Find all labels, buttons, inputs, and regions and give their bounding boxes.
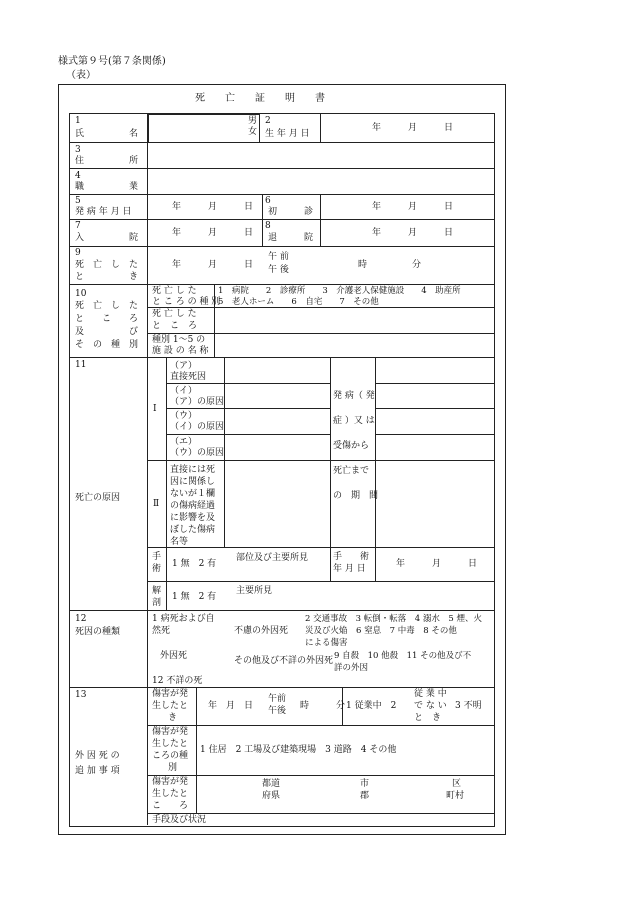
- death-place-label-2: と こ ろ: [75, 314, 139, 324]
- admission-label: 入 院: [75, 233, 139, 243]
- prefecture-label-2: 府県: [262, 791, 281, 801]
- work-status-option-2b[interactable]: で な い: [414, 701, 447, 711]
- admission-field[interactable]: 年 月 日: [172, 228, 254, 238]
- onset-date-field[interactable]: 年 月 日: [172, 202, 254, 212]
- place-label-1: 死 亡 し た: [152, 309, 197, 319]
- other-options-2: 詳の外因: [334, 663, 369, 673]
- cause-e-label: （ウ）の原因: [170, 448, 225, 458]
- accident-options-3: による傷害: [305, 638, 348, 648]
- injury-time-label-3: き: [168, 713, 178, 723]
- injury-am-option[interactable]: 午前: [268, 694, 287, 704]
- accident-options-2[interactable]: 災及び火焔 6 窒息 7 中毒 8 その他: [305, 626, 457, 636]
- onset-period-label-2: 症 ）又 は: [333, 416, 375, 426]
- natural-death-option-1[interactable]: 1 病死および自: [152, 614, 215, 624]
- injury-place-type-options[interactable]: 1 住居 2 工場及び建築現場 3 道路 4 その他: [200, 745, 397, 755]
- onset-period-label-1: 発 病（ 発: [333, 391, 375, 401]
- town-label-1: 区: [452, 779, 462, 789]
- injury-place-type-label-3: ころの種: [152, 751, 189, 761]
- discharge-label: 退 院: [268, 233, 314, 243]
- external-extra-label-1: 外 因 死 の: [75, 751, 120, 761]
- onset-date-label: 発 病 年 月 日: [75, 207, 132, 217]
- death-place-label-1: 死 亡 し た: [75, 301, 139, 311]
- facility-name-label-2: 施 設 の 名 称: [152, 346, 209, 356]
- injury-pm-option[interactable]: 午後: [268, 706, 287, 716]
- death-date-field[interactable]: 年 月 日: [172, 260, 254, 270]
- death-am-option[interactable]: 午 前: [268, 252, 289, 262]
- surgery-label-1: 手: [152, 552, 162, 562]
- onset-period-label-5: の 期 間: [333, 491, 379, 501]
- row7-number: 7: [75, 221, 81, 231]
- row10-number: 10: [75, 289, 87, 299]
- cause-a-label: 直接死因: [170, 372, 207, 382]
- injury-place-label-3: こ ろ: [152, 801, 189, 811]
- surgery-options[interactable]: 1 無 2 有: [172, 559, 217, 569]
- form-side-label: （表）: [66, 70, 96, 81]
- onset-period-label-3: 受傷から: [333, 441, 370, 451]
- surgery-findings-label: 部位及び主要所見: [236, 553, 309, 563]
- death-type-label: 死因の種類: [75, 627, 121, 637]
- work-status-option-2c[interactable]: と き: [414, 713, 442, 723]
- city-label-2: 郡: [360, 791, 370, 801]
- gender-female[interactable]: 女: [248, 127, 258, 137]
- injury-time-label-1: 傷害が発: [152, 689, 189, 699]
- surgery-date-label-2: 年 月 日: [333, 564, 366, 574]
- town-label-2: 町村: [446, 791, 465, 801]
- cause-u-label: （イ）の原因: [170, 422, 225, 432]
- cause-u-mark: （ウ）: [170, 411, 198, 421]
- natural-death-option-2[interactable]: 然死: [152, 626, 171, 636]
- place-type-label-1: 死 亡 し た: [152, 286, 197, 296]
- cause-i-mark: （イ）: [170, 386, 198, 396]
- autopsy-findings-label: 主要所見: [236, 586, 273, 596]
- row8-number: 8: [265, 221, 271, 231]
- row4-number: 4: [75, 171, 81, 181]
- death-time-field[interactable]: 時 分: [358, 260, 422, 270]
- city-label-1: 市: [360, 779, 370, 789]
- birthdate-label: 生 年 月 日: [265, 129, 310, 139]
- surgery-date-label-1: 手 術: [333, 552, 370, 562]
- row9-number: 9: [75, 248, 81, 258]
- death-pm-option[interactable]: 午 後: [268, 265, 289, 275]
- cause-e-mark: （エ）: [170, 437, 198, 447]
- form-number: 様式第９号(第７条関係): [58, 56, 166, 67]
- facility-name-label-1: 種別 1～5 の: [152, 335, 206, 345]
- injury-time-field[interactable]: 時 分: [300, 701, 346, 711]
- death-place-label-3: 及 び: [75, 327, 139, 337]
- accidental-death-label: 不慮の外因死: [234, 626, 289, 636]
- row6-number: 6: [265, 196, 271, 206]
- external-extra-label-2: 追 加 事 項: [75, 766, 120, 776]
- injury-place-type-label-1: 傷害が発: [152, 727, 189, 737]
- first-visit-label: 初 診: [268, 207, 314, 217]
- work-status-option-1[interactable]: 1 従業中 2: [346, 701, 397, 711]
- injury-place-label-1: 傷害が発: [152, 777, 189, 787]
- death-time-label-1: 死 亡 し た: [75, 260, 139, 270]
- other-options-1[interactable]: 9 自殺 10 他殺 11 その他及び不: [334, 651, 472, 661]
- injury-place-type-label-4: 別: [168, 763, 178, 773]
- part-one-numeral: Ⅰ: [153, 404, 157, 414]
- injury-time-label-2: 生したと: [152, 701, 189, 711]
- row13-number: 13: [75, 690, 87, 700]
- part-two-numeral: Ⅱ: [153, 499, 160, 509]
- other-conditions-label: 直接には死 因に関係し ないが１欄 の傷病経過 に影響を及 ぼした傷病 名等: [170, 465, 216, 547]
- work-status-option-3[interactable]: 3 不明: [455, 701, 482, 711]
- onset-period-label-4: 死亡まで: [333, 466, 370, 476]
- first-visit-field[interactable]: 年 月 日: [372, 202, 454, 212]
- row2-number: 2: [265, 116, 271, 126]
- page-title: 死 亡 証 明 書: [195, 93, 325, 104]
- surgery-date-field[interactable]: 年 月 日: [396, 559, 478, 569]
- place-type-options-1[interactable]: 1 病院 2 診療所 3 介護老人保健施設 4 助産所: [218, 286, 461, 296]
- row11-number: 11: [75, 360, 87, 370]
- place-type-options-2[interactable]: 5 老人ホーム 6 自宅 7 その他: [218, 297, 379, 307]
- occupation-label: 職 業: [75, 182, 139, 192]
- injury-date-field[interactable]: 年 月 日: [208, 701, 254, 711]
- row1-number: 1: [75, 116, 81, 126]
- prefecture-label-1: 都道: [262, 779, 281, 789]
- cause-of-death-label: 死亡の原因: [75, 493, 121, 503]
- external-death-label: 外因死: [160, 651, 188, 661]
- accident-options-1[interactable]: 2 交通事故 3 転倒・転落 4 溺水 5 煙、火: [305, 614, 482, 624]
- autopsy-label-2: 剖: [152, 598, 162, 608]
- place-type-label-2: と こ ろ の 種 別: [152, 297, 221, 307]
- cause-i-label: （ア）の原因: [170, 397, 225, 407]
- row5-number: 5: [75, 196, 81, 206]
- injury-place-label-2: 生したと: [152, 789, 189, 799]
- death-time-label-2: と き: [75, 272, 139, 282]
- other-external-death-label: その他及び不詳の外因死: [234, 656, 334, 666]
- surgery-label-2: 術: [152, 564, 162, 574]
- autopsy-label-1: 解: [152, 586, 162, 596]
- row12-number: 12: [75, 614, 87, 624]
- name-label: 氏 名: [75, 129, 139, 139]
- gender-male[interactable]: 男: [248, 116, 258, 126]
- birthdate-field[interactable]: 年 月 日: [372, 123, 454, 133]
- method-label: 手段及び状況: [152, 815, 207, 825]
- discharge-field[interactable]: 年 月 日: [372, 228, 454, 238]
- work-status-option-2a[interactable]: 従 業 中: [414, 689, 447, 699]
- address-label: 住 所: [75, 156, 139, 166]
- autopsy-options[interactable]: 1 無 2 有: [172, 592, 217, 602]
- place-label-2: と こ ろ: [152, 321, 198, 331]
- cause-a-mark: （ア）: [170, 361, 198, 371]
- death-place-label-4: そ の 種 別: [75, 340, 139, 350]
- name-field[interactable]: [148, 114, 260, 143]
- unknown-death-option[interactable]: 12 不詳の死: [152, 676, 203, 686]
- row3-number: 3: [75, 145, 81, 155]
- injury-place-type-label-2: 生したと: [152, 739, 189, 749]
